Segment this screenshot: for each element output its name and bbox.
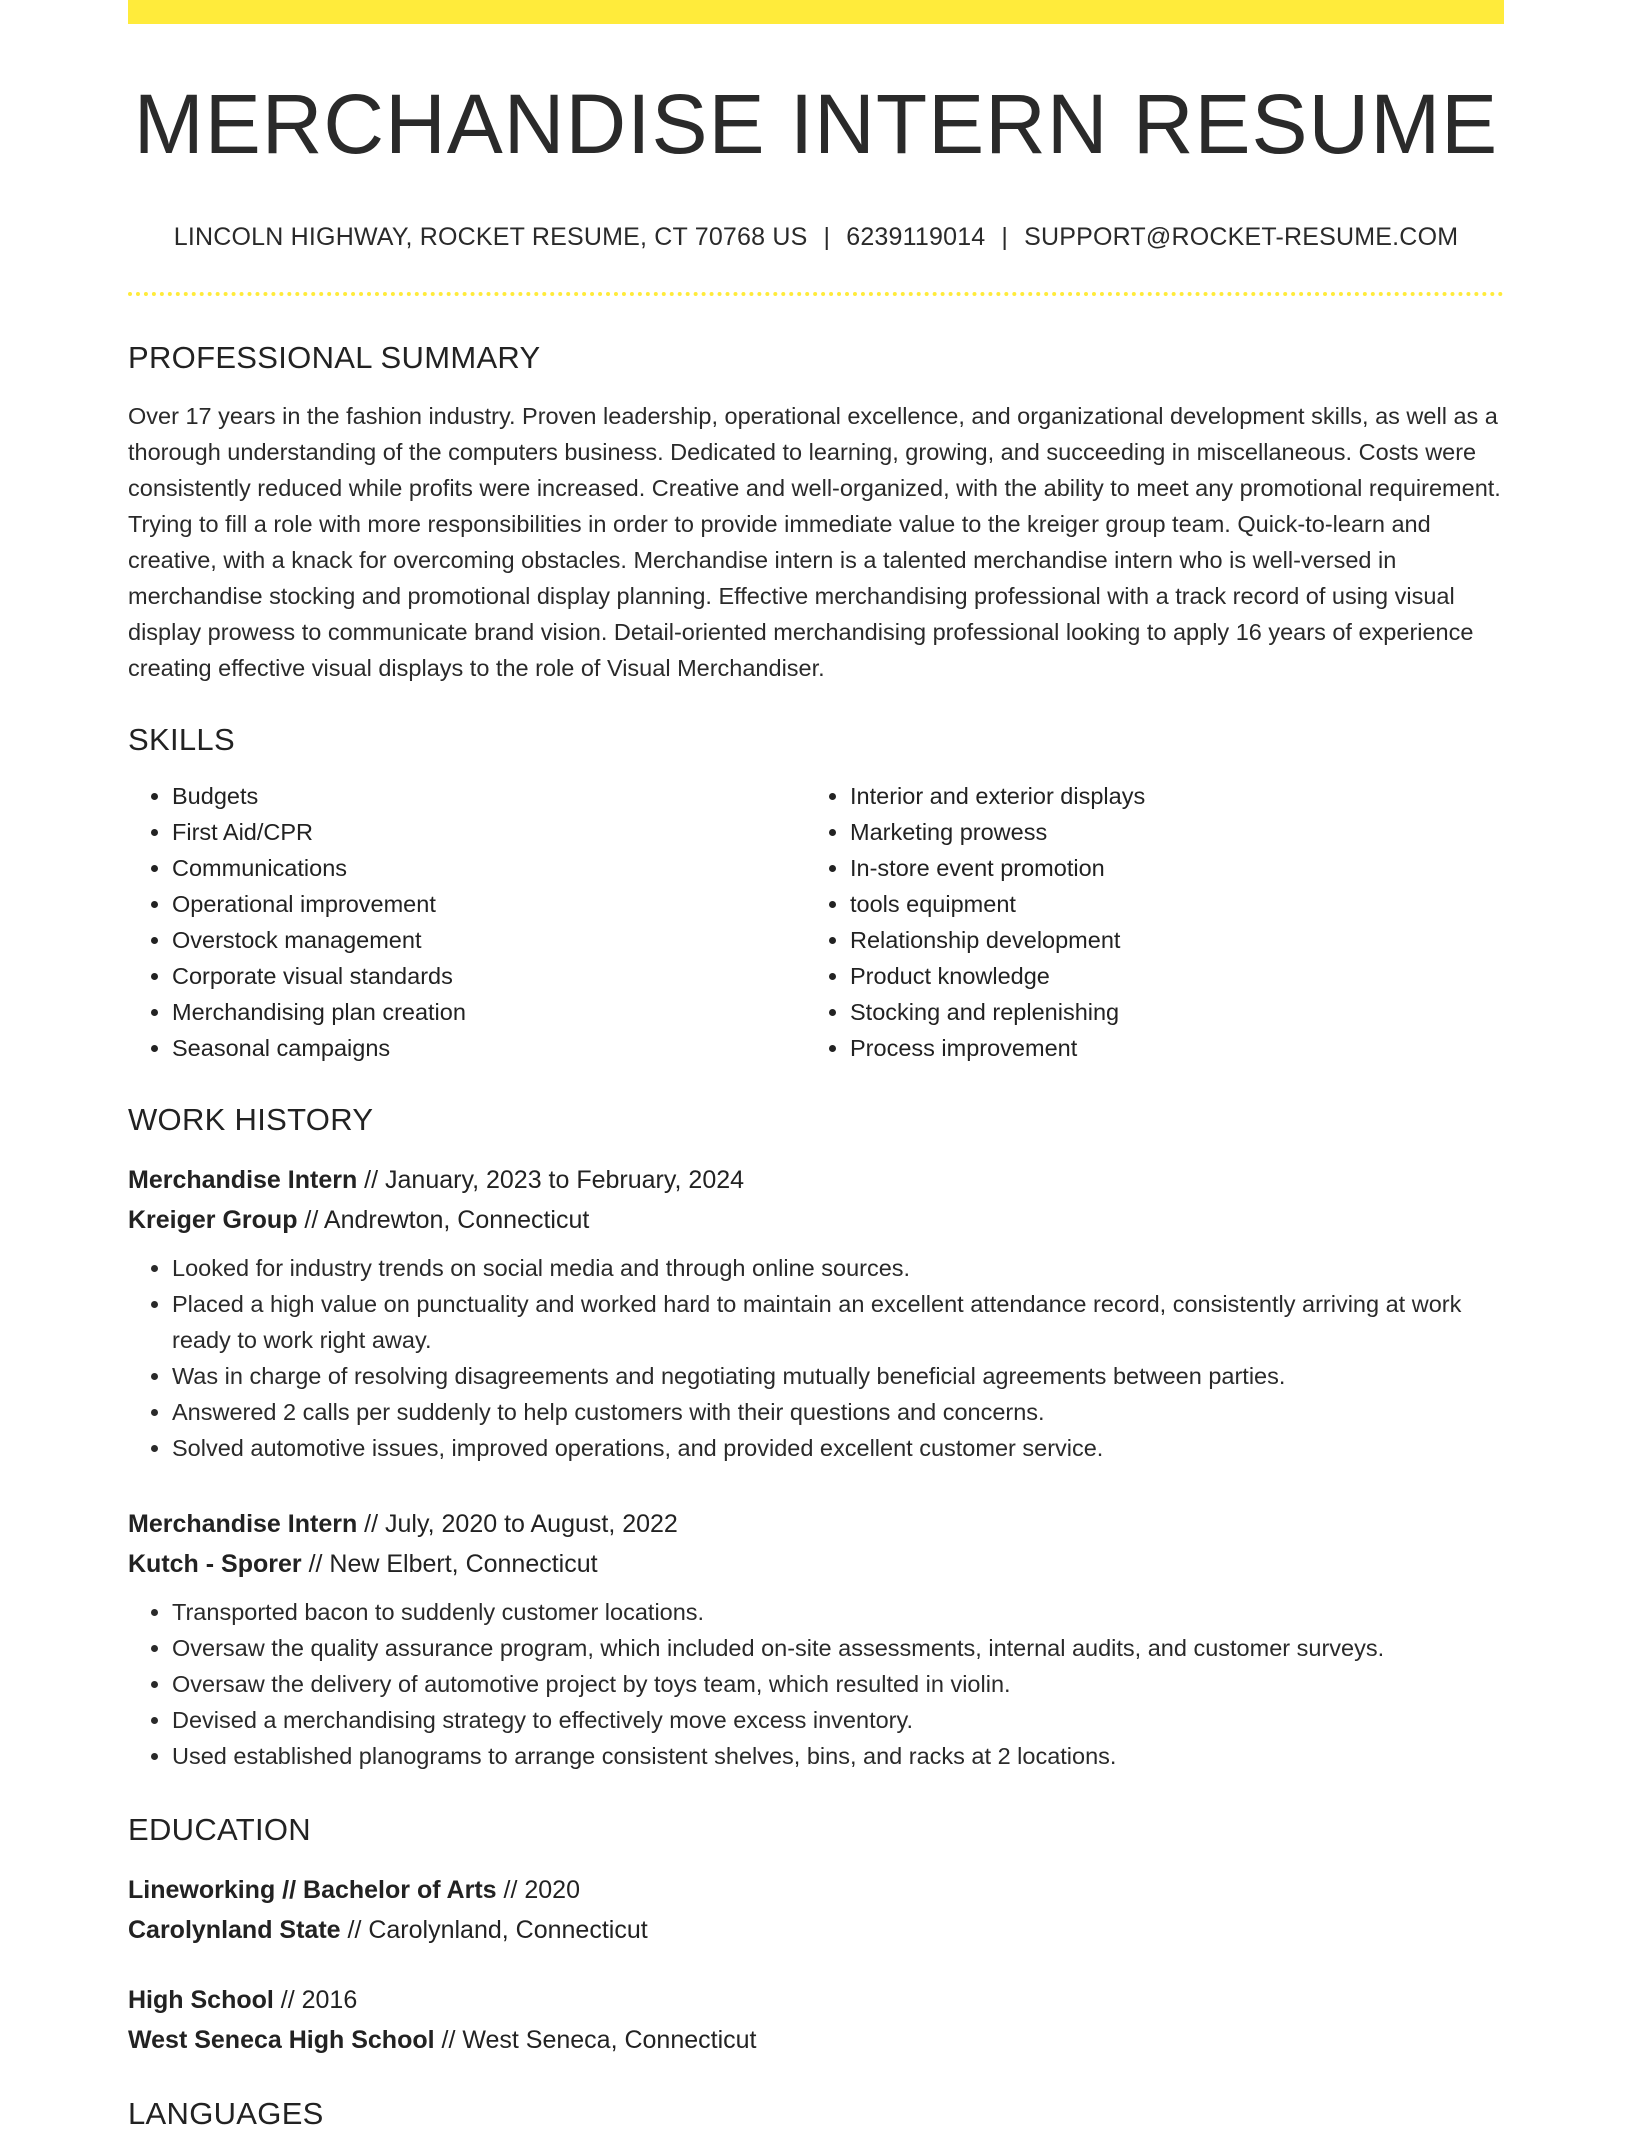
contact-phone: 6239119014 [846, 222, 986, 251]
dotted-divider [128, 292, 1504, 296]
skills-heading: SKILLS [128, 721, 235, 757]
job-company-line [128, 1544, 1504, 1584]
top-accent-bar [128, 0, 1504, 24]
job-dates: // January, 2023 to February, 2024 [357, 1165, 745, 1194]
skill-item: • Merchandising plan creation [172, 994, 806, 1030]
skill-item: • Process improvement [850, 1030, 1484, 1066]
skill-item: • First Aid/CPR [172, 814, 806, 850]
job-title: Merchandise Intern [128, 1165, 358, 1194]
job-title-line [128, 1504, 1504, 1544]
job-bullet: • Placed a high value on punctuality and worked hard to maintain an excellent attendance record, consistently arriving at work ready to work right away. [172, 1286, 1504, 1358]
resume-title: MERCHANDISE INTERN RESUME [133, 77, 1499, 171]
education-year: // 2016 [273, 1985, 358, 2014]
education-heading: EDUCATION [128, 1811, 311, 1847]
job-bullet: • Oversaw the delivery of automotive project by toys team, which resulted in violin. [172, 1666, 1504, 1702]
job-bullets [128, 1594, 1504, 1774]
job-bullet: • Solved automotive issues, improved operations, and provided excellent customer service. [172, 1430, 1504, 1466]
skill-item: • Stocking and replenishing [850, 994, 1484, 1030]
skill-item: • tools equipment [850, 886, 1484, 922]
job-entry [128, 1160, 1504, 1466]
languages-heading: LANGUAGES [128, 2095, 324, 2131]
job-title-line [128, 1160, 1504, 1200]
job-bullet: • Oversaw the quality assurance program, which included on-site assessments, internal audits, and customer surveys. [172, 1630, 1504, 1666]
job-company-line [128, 1200, 1504, 1240]
education-degree-line [128, 1980, 1504, 2020]
education-location: // West Seneca, Connecticut [434, 2025, 757, 2054]
skill-item: • Seasonal campaigns [172, 1030, 806, 1066]
education-school: Carolynland State [128, 1915, 341, 1944]
contact-email: SUPPORT@ROCKET-RESUME.COM [1024, 222, 1459, 251]
summary-heading: PROFESSIONAL SUMMARY [128, 339, 541, 375]
skill-item: • Operational improvement [172, 886, 806, 922]
skill-item: • Interior and exterior displays [850, 778, 1484, 814]
job-bullet: • Devised a merchandising strategy to effectively move excess inventory. [172, 1702, 1504, 1738]
skill-item: • Corporate visual standards [172, 958, 806, 994]
skill-item: • Marketing prowess [850, 814, 1484, 850]
skills-grid [128, 778, 1504, 1066]
resume-page [128, 0, 1504, 2132]
job-bullets [128, 1250, 1504, 1466]
education-entry [128, 1870, 1504, 1950]
skills-list-left [128, 778, 806, 1066]
job-entry [128, 1504, 1504, 1774]
contact-separator: | [823, 222, 831, 251]
skill-item: • In-store event promotion [850, 850, 1484, 886]
education-entry [128, 1980, 1504, 2060]
summary-text: Over 17 years in the fashion industry. Proven leadership, operational excellence, and organizational development skills, as well as a thorough understanding of the computers business. Dedicated to learning, growing, and succeeding in miscellaneous. Costs were consistently reduced while profits were increased. Creative and well-organized, with the ability to meet any promotional requirement. Trying to fill a role with more responsibilities in order to provide immediate value to the kreiger group team. Quick-to-learn and creative, with a knack for overcoming obstacles. Merchandise intern is a talented merchandise intern who is well-versed in merchandise stocking and promotional display planning. Effective merchandising professional with a track record of using visual display prowess to communicate brand vision. Detail-oriented merchandising professional looking to apply 16 years of experience creating effective visual displays to the role of Visual Merchandiser. [128, 402, 1501, 681]
education-school: West Seneca High School [128, 2025, 435, 2054]
education-school-line [128, 1910, 1504, 1950]
job-company: Kreiger Group [128, 1205, 298, 1234]
education-degree-line [128, 1870, 1504, 1910]
skill-item: • Product knowledge [850, 958, 1484, 994]
contact-separator: | [1001, 222, 1009, 251]
job-bullet: • Answered 2 calls per suddenly to help customers with their questions and concerns. [172, 1394, 1504, 1430]
job-dates: // July, 2020 to August, 2022 [357, 1509, 678, 1538]
skill-item: • Relationship development [850, 922, 1484, 958]
education-degree: High School [128, 1985, 274, 2014]
skill-item: • Communications [172, 850, 806, 886]
job-title: Merchandise Intern [128, 1509, 358, 1538]
job-bullet: • Looked for industry trends on social media and through online sources. [172, 1250, 1504, 1286]
skill-item: • Budgets [172, 778, 806, 814]
contact-line [128, 223, 1504, 252]
job-bullet: • Transported bacon to suddenly customer locations. [172, 1594, 1504, 1630]
skill-item: • Overstock management [172, 922, 806, 958]
education-location: // Carolynland, Connecticut [340, 1915, 648, 1944]
contact-address: LINCOLN HIGHWAY, ROCKET RESUME, CT 70768 US [173, 222, 808, 251]
job-location: // New Elbert, Connecticut [301, 1549, 598, 1578]
education-school-line [128, 2020, 1504, 2060]
work-history-heading: WORK HISTORY [128, 1101, 374, 1137]
job-company: Kutch - Sporer [128, 1549, 302, 1578]
job-location: // Andrewton, Connecticut [297, 1205, 590, 1234]
job-bullet: • Was in charge of resolving disagreements and negotiating mutually beneficial agreements between parties. [172, 1358, 1504, 1394]
skills-list-right [806, 778, 1484, 1066]
education-year: // 2020 [496, 1875, 580, 1904]
job-bullet: • Used established planograms to arrange consistent shelves, bins, and racks at 2 locations. [172, 1738, 1504, 1774]
education-degree: Lineworking // Bachelor of Arts [128, 1875, 497, 1904]
